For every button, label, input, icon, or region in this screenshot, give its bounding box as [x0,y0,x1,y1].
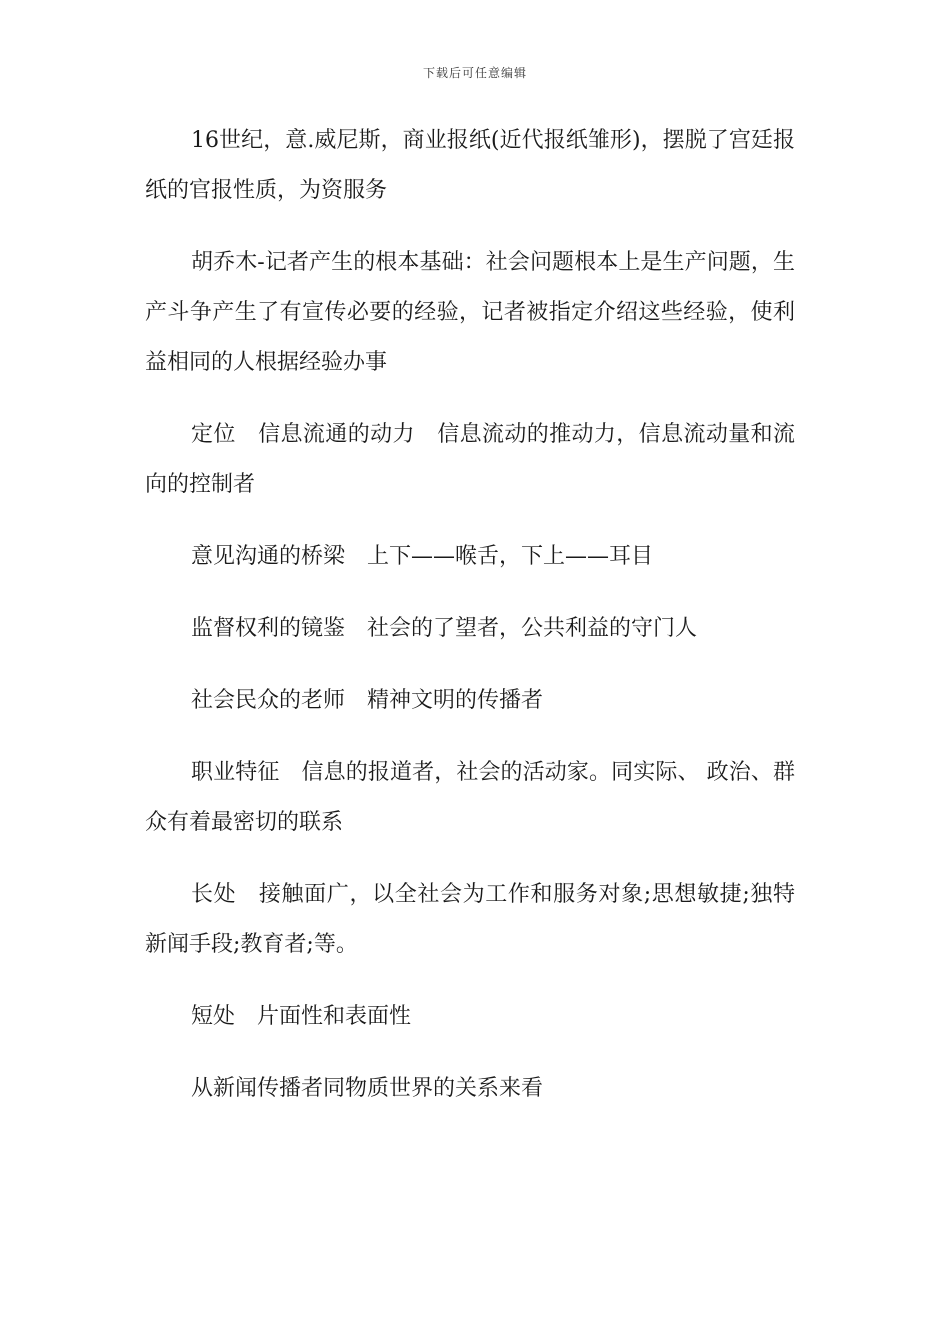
paragraph: 职业特征 信息的报道者，社会的活动家。同实际、 政治、群众有着最密切的联系 [145,760,795,835]
paragraph: 长处 接触面广，以全社会为工作和服务对象;思想敏捷;独特新闻手段;教育者;等。 [145,882,795,957]
page-header: 下载后可任意编辑 [422,66,527,80]
paragraph: 社会民众的老师 精神文明的传播者 [191,688,544,713]
paragraph: 定位 信息流通的动力 信息流动的推动力，信息流动量和流向的控制者 [145,422,795,497]
paragraph: 监督权利的镜鉴 社会的了望者，公共利益的守门人 [191,616,698,641]
paragraph: 从新闻传播者同物质世界的关系来看 [191,1076,544,1101]
paragraph: 意见沟通的桥梁 上下——喉舌，下上——耳目 [191,544,654,569]
document-body [145,116,795,1136]
paragraph: 短处 片面性和表面性 [191,1004,412,1029]
paragraph: 16世纪，意.威尼斯，商业报纸(近代报纸雏形)，摆脱了宫廷报纸的官报性质，为资服务 [145,128,795,203]
paragraph: 胡乔木-记者产生的根本基础：社会问题根本上是生产问题，生产斗争产生了有宣传必要的经验，记者被指定介绍这些经验，使利益相同的人根据经验办事 [145,250,795,375]
